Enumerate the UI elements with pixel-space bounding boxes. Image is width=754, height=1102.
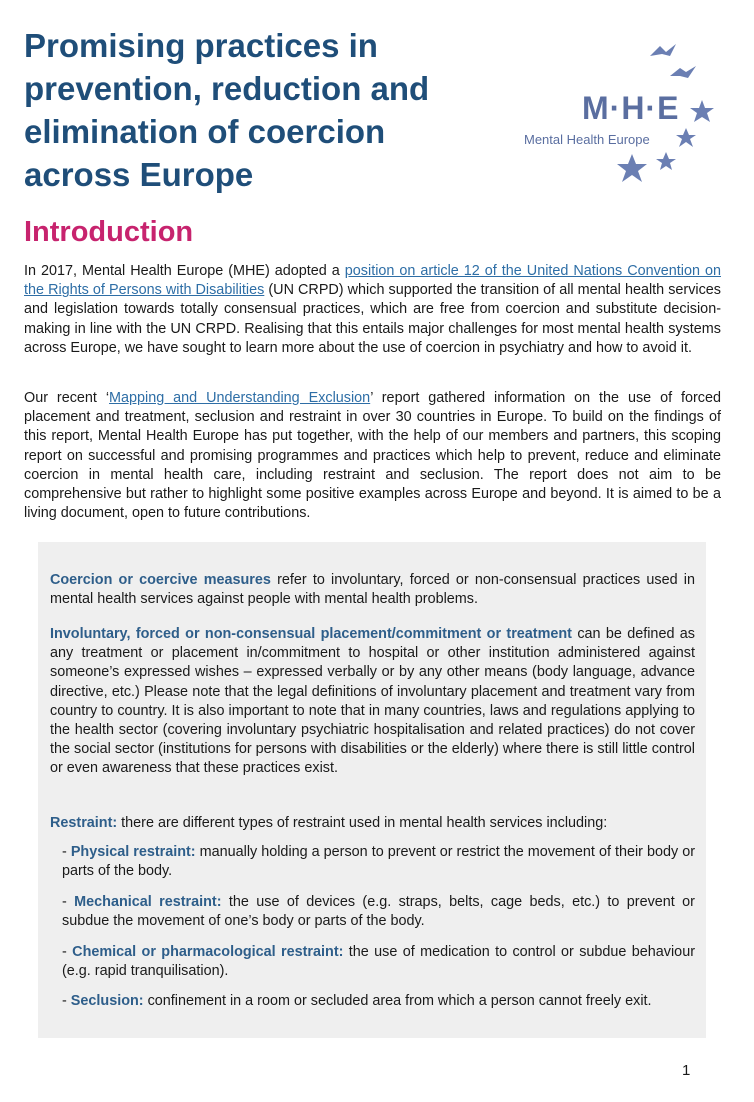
definition-term: Restraint:: [50, 815, 118, 831]
mapping-exclusion-link[interactable]: Mapping and Understanding Exclusion: [109, 390, 371, 406]
restraint-type-mechanical: [62, 893, 695, 931]
document-title: [24, 24, 494, 196]
paragraph-text: In 2017, Mental Health Europe (MHE) adopted a: [24, 263, 345, 279]
title-line: across Europe: [24, 156, 254, 193]
paragraph-text: (UN CRPD) which supported the transition of all mental health services and legislation towards totally consensual practices, which are free from coercion and substitute decision-making in line with the UN CRPD. Realising that this entails major challenges for most mental health systems across Europe, we have sought to learn more about the use of coercion in psychiatry and how to avoid it.: [24, 282, 721, 356]
intro-paragraph-2: [24, 389, 721, 523]
title-line: prevention, reduction and: [24, 70, 430, 107]
list-dash: -: [62, 993, 71, 1009]
restraint-type-term: Chemical or pharmacological restraint:: [72, 944, 344, 960]
logo-letters: M·H·E: [582, 90, 680, 126]
star-icon: [676, 128, 696, 147]
list-dash: -: [62, 894, 75, 910]
restraint-type-text: manually holding a person to prevent or restrict the movement of their body or parts of the body.: [62, 844, 695, 880]
star-icon: [617, 154, 647, 182]
definition-text: there are different types of restraint used in mental health services including:: [117, 815, 608, 831]
introduction-heading: Introduction: [24, 216, 194, 248]
restraint-type-seclusion: [62, 992, 695, 1011]
restraint-type-term: Physical restraint:: [70, 844, 196, 860]
definition-term: Involuntary, forced or non-consensual placement/commitment or treatment: [50, 626, 572, 642]
definition-term: Coercion or coercive measures: [50, 572, 271, 588]
bird-icon: [670, 66, 696, 78]
definition-involuntary: [50, 625, 695, 779]
definition-text: can be defined as any treatment or placement in/commitment to hospital or other institution administered against someone’s expressed wishes – expressed verbally or by any other means (body language, advance directive, etc.) Please note that the legal definitions of involuntary placement and treatment vary from country to country. It is also important to note that in many countries, laws and regulations applying to the health sector (covering involuntary psychiatric hospitalisation and related practices) do not cover the social sector (institutions for persons with disabilities or the elderly) where there is still little control or even awareness that these practices exist.: [50, 626, 695, 777]
restraint-type-text: the use of devices (e.g. straps, belts, cage beds, etc.) to prevent or subdue the movement of one’s body or parts of the body.: [62, 894, 695, 930]
restraint-type-term: Seclusion:: [70, 993, 144, 1009]
restraint-type-text: confinement in a room or secluded area from which a person cannot freely exit.: [143, 993, 652, 1009]
bird-icon: [650, 44, 676, 56]
restraint-type-text: the use of medication to control or subdue behaviour (e.g. rapid tranquilisation).: [62, 944, 695, 980]
intro-paragraph-1: [24, 262, 721, 358]
title-line: elimination of coercion: [24, 113, 386, 150]
logo-subtitle: Mental Health Europe: [524, 132, 650, 147]
mhe-logo: [520, 38, 720, 188]
article-12-position-link[interactable]: position on article 12 of the United Nations Convention on the Rights of Persons with Disabilities: [24, 263, 721, 299]
definition-text: refer to involuntary, forced or non-consensual practices used in mental health services against people with mental health problems.: [50, 572, 695, 608]
restraint-type-physical: [62, 843, 695, 881]
title-line: Promising practices in: [24, 27, 378, 64]
page-number: 1: [682, 1062, 691, 1079]
paragraph-text: ’ report gathered information on the use of forced placement and treatment, seclusion and restraint in over 30 countries in Europe. To build on the findings of this report, Mental Health Europe has put together, with the help of our members and partners, this scoping report on successful and promising programmes and practices which help to prevent, reduce and eliminate coercion in mental health care, including restraint and seclusion. The report does not aim to be comprehensive but rather to highlight some positive examples across Europe and beyond. It is aimed to be a living document, open to future contributions.: [24, 390, 721, 522]
list-dash: -: [62, 944, 73, 960]
definition-restraint: [50, 814, 695, 833]
restraint-type-term: Mechanical restraint:: [74, 894, 222, 910]
definition-coercion: [50, 571, 695, 609]
restraint-type-chemical: [62, 943, 695, 981]
star-icon: [690, 100, 714, 122]
paragraph-text: Our recent ‘: [24, 390, 110, 406]
list-dash: -: [62, 844, 71, 860]
star-icon: [656, 152, 676, 170]
